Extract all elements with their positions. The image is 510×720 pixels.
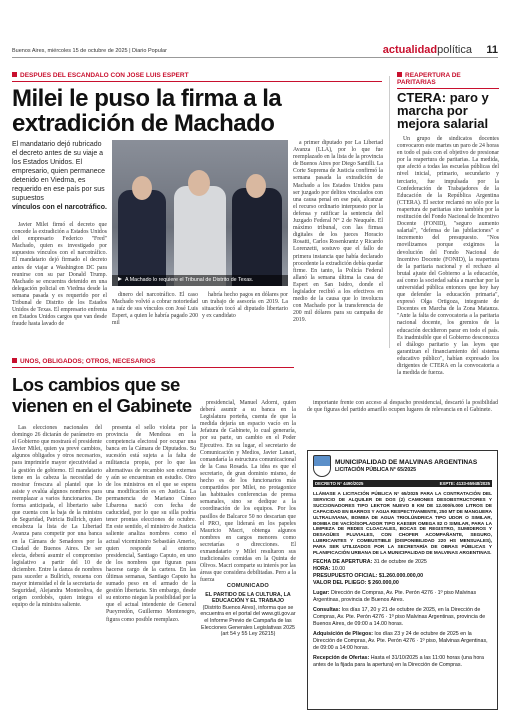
second-story-column-4 <box>307 400 498 442</box>
second-headline-line2: vienen en el Gabinete <box>12 395 192 416</box>
pliego-label: VALOR DEL PLIEGO: <box>313 579 367 586</box>
consultas-label: Consultas: <box>313 606 341 613</box>
main-story-kicker <box>12 72 382 82</box>
section-brand <box>383 44 472 56</box>
second-col3-text: presidencial, Manuel Adorni, quien deberá asumir a su banca en la Legislatura porteña, cuenta de que la medida dejaría un espacio vacío en la Jefatura de Gabinete, lo cual generaría, por su parte, un cambio en el Poder Ejecutivo. En su lugar, el secretario de Comunicación y Medios, Javier Lanari, comandaría la estructura comunicacional de la Casa Rosada. La idea es que el secretario, de gran dominio mismo, de hecho es de los funcionarios más compartidos por Milei, no protagonice las habituales conferencias de prensa semanales, sino se dedique a la coordinación de los equipos. Por los pasillos de Balcarce 50 no descartan que el PRO, que liderará en los papeles Mauricio Macri, obtenga algunos nombres en cargos menores como secretarías o direcciones. El exmandatario y Milei resultaron sus tradicionales comidas en la Quinta de Olivos. Macri comparte su interés por las áreas que considera debilitadas. Pero a la fuerza <box>200 400 296 584</box>
main-col3-text: habría hecho pagos en dólares por un trabajo de asesoría en 2019. La situación tocó al diputado libertario y ex candidato <box>202 292 288 320</box>
communique-body: (Distrito Buenos Aires), informa que se encuentra en el portal del www.gti.gov.ar el Informe Previo de Campaña de las Elecciones Generales Legislativas 2025 (art 54 y 55 Ley 26215) <box>200 604 296 638</box>
second-col4-text: importante frente con acceso al despacho presidencial, descartó la posibilidad de que figuras del partido amarillo ocupen lugares de relevancia en el Gabinete. <box>307 400 498 414</box>
main-col1-text: Javier Milei firmó el decreto que concede la extradición a Estados Unidos del empresario Federico "Fred" Machado, quien es investigado por supuestos vínculos con el narcotráfico. El mandatario dejó firmado el decreto antes de viajar a Washington DC para reunirse con su par Donald Trump. Machado se encuentra detenido en una delegación policial en Viedma desde la semana pasada y es requerido por el Tribunal de Distrito de los Estados Unidos de Texas. El empresario enfrenta en Estados Unidos cargos que van desde fraude hasta lavado de <box>12 222 107 328</box>
column-divider <box>389 76 390 348</box>
main-headline-line1: Milei le puso la firma a la <box>12 85 282 112</box>
adquisicion-label: Adquisición de Pliegos: <box>313 630 374 637</box>
main-col4-text: a primer diputado por La Libertad Avanza (LLA), por lo que fue reemplazado en la lista de la provincia de Buenos Aires por Diego Santilli. La Corte Suprema de Justicia confirmó la semana pasada la extradición de Machado a los Estados Unidos para ser juzgado por delitos vinculados con una causa penal en ese país, alcanzar el recurso ordinario interpuesto por la defensa y ratificar la sentencia del Juzgado Federal N° 2 de Neuquén. El máximo tribunal, con las firmas digitales de los jueces Horacio Rosatti, Carlos Rosenkrantz y Ricardo Lorenzetti, sostuvo que el fallo de primera instancia que había declarado procedente la extradición debía quedar firme. En tanto, la Policía Federal allanó la semana última la casa de Espert en San Isidro, donde el legislador recibió a los efectivos en medio de la causa que lo involucra con Machado por la transferencia de 200 mil dólares para su campaña de 2019. <box>293 140 383 324</box>
officer-left-figure <box>118 190 166 286</box>
officer-right-head <box>246 174 266 198</box>
notice-header <box>313 455 492 477</box>
side-story-kicker <box>397 72 499 89</box>
recepcion-label: Recepción de Ofertas: <box>313 654 370 661</box>
notice-recepcion <box>313 655 492 669</box>
apertura-label: FECHA DE APERTURA: <box>313 558 373 565</box>
page-number: 11 <box>486 44 498 56</box>
photo-caption <box>112 275 288 286</box>
main-story-column-2 <box>112 292 198 350</box>
notice-licitacion: LICITACIÓN PÚBLICA N° 65/2025 <box>335 467 417 473</box>
section-brand-text: actualidad <box>382 44 438 56</box>
photo-caption-text: A Machado lo requiere el Tribunal de Distrito de Texas. <box>125 277 254 283</box>
notice-institution: MUNICIPALIDAD DE MALVINAS ARGENTINAS <box>335 459 478 466</box>
caption-arrow-icon <box>118 277 122 281</box>
detainee-figure <box>174 186 226 286</box>
second-story-kicker <box>12 358 294 368</box>
notice-lugar <box>313 590 492 604</box>
section-name: política <box>437 44 472 56</box>
main-headline-line2: extradición de Machado <box>12 110 275 137</box>
side-story-text: Un grupo de sindicatos docentes convocaron este martes un paro de 24 horas en todo el país con el objetivo de presionar por la reapertura de paritarias. La medida, que afectó a todas las escuelas públicas del nivel inicial, primario, secundario y terciario, fue impulsada por la Confederación de Trabajadores de la Educación de la República Argentina (CTERA). El sector reclamó no sólo por la reapertura de paritarias sino también por la restitución del Fondo Nacional de Incentivo Docente (FONID), "seguro aumento salarial", "defensa de las jubilaciones" e incremento del presupuesto. "Nos movilizamos porque exigimos la devolución del Fondo Nacional de Incentivo Docente (FONID), la reapertura de la paritaria nacional y el rechazo al brutal ajuste del Gobierno a la educación, así como la sociedad sabía a marchar por la universidad pública entonces que hoy hay que defender la educación primaria", expresó Olga Ortigoza, integrante de Docentes en Marcha de la Zona Matanza. "Ante la falta de convocatoria a la paritaria nacional docente, los gremios de la educación decidieron parar en todo el país. Es inadmisible que el Gobierno desconozca el diálogo paritario y las leyes que garantizan el financiamiento del sistema educativo público", habían expresado los dirigentes de CTERA en la convocatoria a la medida de fuerza. <box>397 136 499 377</box>
page-header <box>0 0 510 58</box>
dateline: Buenos Aires, miércoles 15 de octubre de 2025 | Diario Popular <box>12 48 167 54</box>
notice-decree-bar <box>313 480 492 487</box>
municipal-crest-icon <box>313 455 331 477</box>
main-col2-text: dinero del narcotráfico. El caso Machado volvió a cobrar notoriedad a raíz de sus vínculos con José Luis Espert, a quien le habría pagado 200 mil <box>112 292 198 327</box>
lead-text: El mandatario dejó rubricado el decreto antes de su viaje a los Estados Unidos. El empresario, quien permanece detenido en Viedma, es requerido en ese país por sus supuestos <box>12 141 105 202</box>
presupuesto-value: $1.260.000.000,00 <box>378 572 424 579</box>
communique-title: COMUNICADO <box>226 583 270 589</box>
lugar-value: Dirección de Compras, Av. Pte. Perón 4276 · 1º piso Malvinas Argentinas, provincia de Buenos Aires. <box>313 589 477 603</box>
second-story-column-1 <box>12 425 102 712</box>
machado-photo <box>112 140 288 286</box>
communique-box <box>200 583 296 673</box>
kicker-square-icon <box>12 72 17 77</box>
main-story-column-3 <box>202 292 288 350</box>
main-story-column-4 <box>293 140 383 350</box>
main-story-lead <box>12 140 107 212</box>
consultas-value: los días 17, 20 y 21 de octubre de 2025, en la Dirección de Compras, Av. Pte. Perón 4276 · 1º piso Malvinas Argentinas, provincia de Buenos Aires, de 09:00 a 14.00 horas. <box>313 606 486 627</box>
header-rule <box>12 57 498 58</box>
main-story-headline <box>12 86 384 136</box>
pliego-value: $ 260.000,00 <box>367 579 399 586</box>
notice-title-block <box>335 459 477 473</box>
detainee-head <box>188 170 210 196</box>
side-story-body <box>397 136 499 377</box>
notice-decree: DECRETO N° 4490/2025 <box>315 481 364 486</box>
notice-expediente: EXPTE: 4133-65948/2025 <box>439 481 490 486</box>
hora-label: HORA: <box>313 565 331 572</box>
adquisicion-value: los días 23 y 24 de octubre de 2025 en la Dirección de Compras, Av. Pte. Perón 4276 · 1º piso, Malvinas Argentinas, de 09:00 a 14:00 horas. <box>313 630 488 651</box>
kicker-square-icon <box>12 358 17 363</box>
hora-value: 10.00 <box>331 565 346 572</box>
main-story-column-1 <box>12 222 107 350</box>
second-headline-line1: Los cambios que se <box>12 374 180 395</box>
main-story-kicker-text: DESPUES DEL ESCANDALO CON JOSE LUIS ESPERT <box>20 72 189 79</box>
communique-org: EL PARTIDO DE LA CULTURA, LA EDUCACIÓN Y EL TRABAJO <box>205 591 291 605</box>
second-story-kicker-text: UNOS, OBLIGADOS; OTROS, NECESARIOS <box>20 358 156 365</box>
recepcion-value: Hasta el 31/10/2025 a las 11:00 horas (una hora antes de la fijada para la apertura) en la Dirección de Compras. <box>313 654 484 668</box>
officer-right-figure <box>232 188 282 286</box>
officer-left-head <box>132 176 152 200</box>
side-story-headline: CTERA: paro y marcha por mejora salarial <box>397 90 489 131</box>
second-story-column-2 <box>106 425 196 712</box>
notice-adquisicion <box>313 631 492 652</box>
notice-consultas <box>313 607 492 628</box>
lead-bold-text: vínculos con el narcotráfico. <box>12 204 107 211</box>
second-story-column-3 <box>200 400 296 584</box>
notice-apertura <box>313 559 492 587</box>
apertura-value: 31 de octubre de 2025 <box>373 558 427 565</box>
second-col2-text: presenta el sello violeta por la provincia de Mendoza en la competencia electoral por ocupar una banca en la Cámara de Diputados. Su sucesión está sujeta a la falta de militancia propia, por lo que las alternativas de recambio son externas y aún se encuentran en estudio. Otro de los ministros en el que se espera una modificación es en Justicia. La permanencia de Mariano Cúneo Libarona nació con fecha de caducidad, por lo que su silla podría tener prontas elecciones de octubre. En este sentido, el ministro de Justicia saliente analiza nombres como el actual viceministro Sebastián Amerio, quien responde al entorno presidencial, Santiago Caputo, en uno de los nombres que figuran para hacerse cargo de la cartera. En las últimas semanas, Santiago Caputo ha sumado peso en el armado de la gestión libertaria. Sin embargo, desde su entorno niegan la posibilidad por la que el actual intendente de General Pueyrredón, Guillermo Montenegro, figura como posible reemplazo. <box>106 425 196 623</box>
side-story-kicker-text: REAPERTURA DE PARITARIAS <box>397 72 461 86</box>
lugar-label: Lugar: <box>313 589 330 596</box>
notice-object: LLÁMASE A LICITACIÓN PÚBLICA N° 65/2025 PARA LA CONTRATACIÓN DEL SERVICIO DE ALQUILER DE DOS (2) CAMIONES DESOBSTRUCTORES Y SUCCIONADORES TIPO LEKTOR NUEVO 8 KM DE 12.000/6.000 LITROS DE CAPACIDAD EN BARROS Y AGUA RESPECTIVAMENTE, 250 MT DE MANGUERA ULTRALIVIANA, BOMBA DE AGUA TRIOLÚNDRICA TIPO UDOR O SIMILAR, BOMBA DE VACÍO/SOPLADOR TIPO KAESER OMEGA 82 O SIMILAR, PARA LA LIMPIEZA DE REDES CLOACALES, BOCAS DE REGISTRO, SUMIDEROS Y DESAGÜES PLUVIALES, CON CHOFER ACOMPAÑANTE, SEGURO, LUBRICANTES Y COMBUSTIBLE (DISPONIBILIDAD 220 HS MENSUALES), PARA SER UTILIZADOS POR LA SECRETARÍA DE OBRAS PÚBLICAS Y PLANIFICACIÓN URBANA DE LA MUNICIPALIDAD DE MALVINAS ARGENTINAS. <box>313 491 492 556</box>
tender-notice <box>307 450 498 710</box>
presupuesto-label: PRESUPUESTO OFICIAL: <box>313 572 378 579</box>
kicker-square-icon <box>397 72 402 77</box>
second-col1-text: Las elecciones nacionales del domingo 26 dictarán de parámetro en el Gobierno que mostrará el presidente Javier Milei, quien ya prevé cambios, algunos obligados y otros necesarios, para imprimirle mayor ejecutividad a la gestión de gobierno. El mandatario tiene en la cabeza la necesidad de mostrar frescura al plantel que lo asiste y evalúa algunos nombres para reemplazar a varios funcionarios. De forma anticipada, el libertario sabe que cuenta con la baja de la ministra de Seguridad, Patricia Bullrich, quien encabeza la lista de La Libertad Avanza para competir por una banca en la Cámara de Senadores por la Ciudad de Buenos Aires. De ser electa, deberá asumir el compromiso legislativo a partir del 10 de diciembre. Entre la danza de nombres para suceder a Bullrich, resuena con mayor intensidad el de la secretaria de Seguridad, Alejandra Monteoliva, de origen cordobés, quien integra el equipo de la ministra saliente. <box>12 425 102 609</box>
